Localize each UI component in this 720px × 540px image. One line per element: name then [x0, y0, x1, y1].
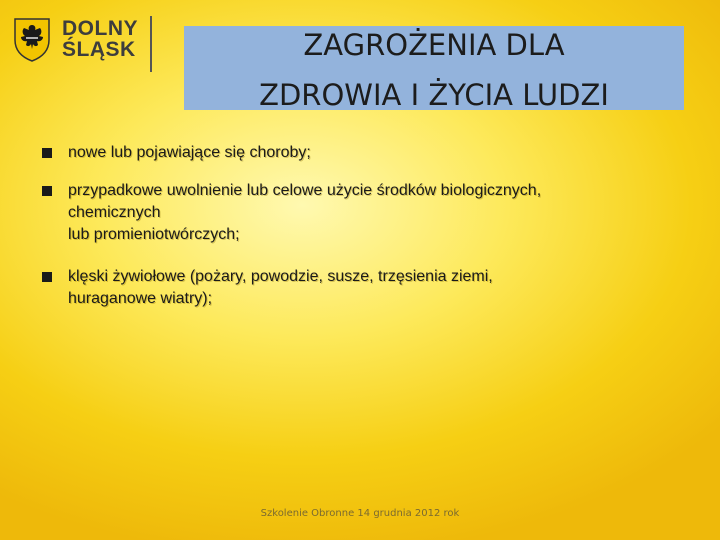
slide-footer: Szkolenie Obronne 14 grudnia 2012 rok	[260, 508, 460, 519]
bullet-text: przypadkowe uwolnienie lub celowe użycie środków biologicznych,	[68, 182, 542, 199]
bullet-item	[42, 180, 682, 246]
title-box	[184, 26, 684, 110]
logo-wordmark	[62, 18, 138, 60]
slide-title	[184, 20, 684, 120]
bullet-text: klęski żywiołowe (pożary, powodzie, susze, trzęsienia ziemi,	[68, 268, 493, 285]
bullet-list	[42, 142, 682, 310]
square-bullet-icon	[42, 272, 52, 282]
slide-title-line-2: ZDROWIA I ŻYCIA LUDZI	[259, 78, 609, 112]
logo-line-2: ŚLĄSK	[62, 38, 136, 61]
square-bullet-icon	[42, 148, 52, 158]
bullet-item	[42, 142, 682, 164]
logo-divider	[150, 16, 152, 72]
bullet-text: huraganowe wiatry);	[68, 290, 213, 307]
square-bullet-icon	[42, 186, 52, 196]
eagle-shield-icon	[12, 16, 52, 62]
bullet-text: chemicznych	[68, 204, 161, 221]
bullet-text: nowe lub pojawiające się choroby;	[68, 144, 311, 161]
logo-line-1: DOLNY	[62, 17, 138, 40]
bullet-text: lub promieniotwórczych;	[68, 226, 240, 243]
logo	[8, 8, 158, 70]
slide-title-line-1: ZAGROŻENIA DLA	[303, 28, 565, 62]
bullet-item	[42, 266, 682, 310]
